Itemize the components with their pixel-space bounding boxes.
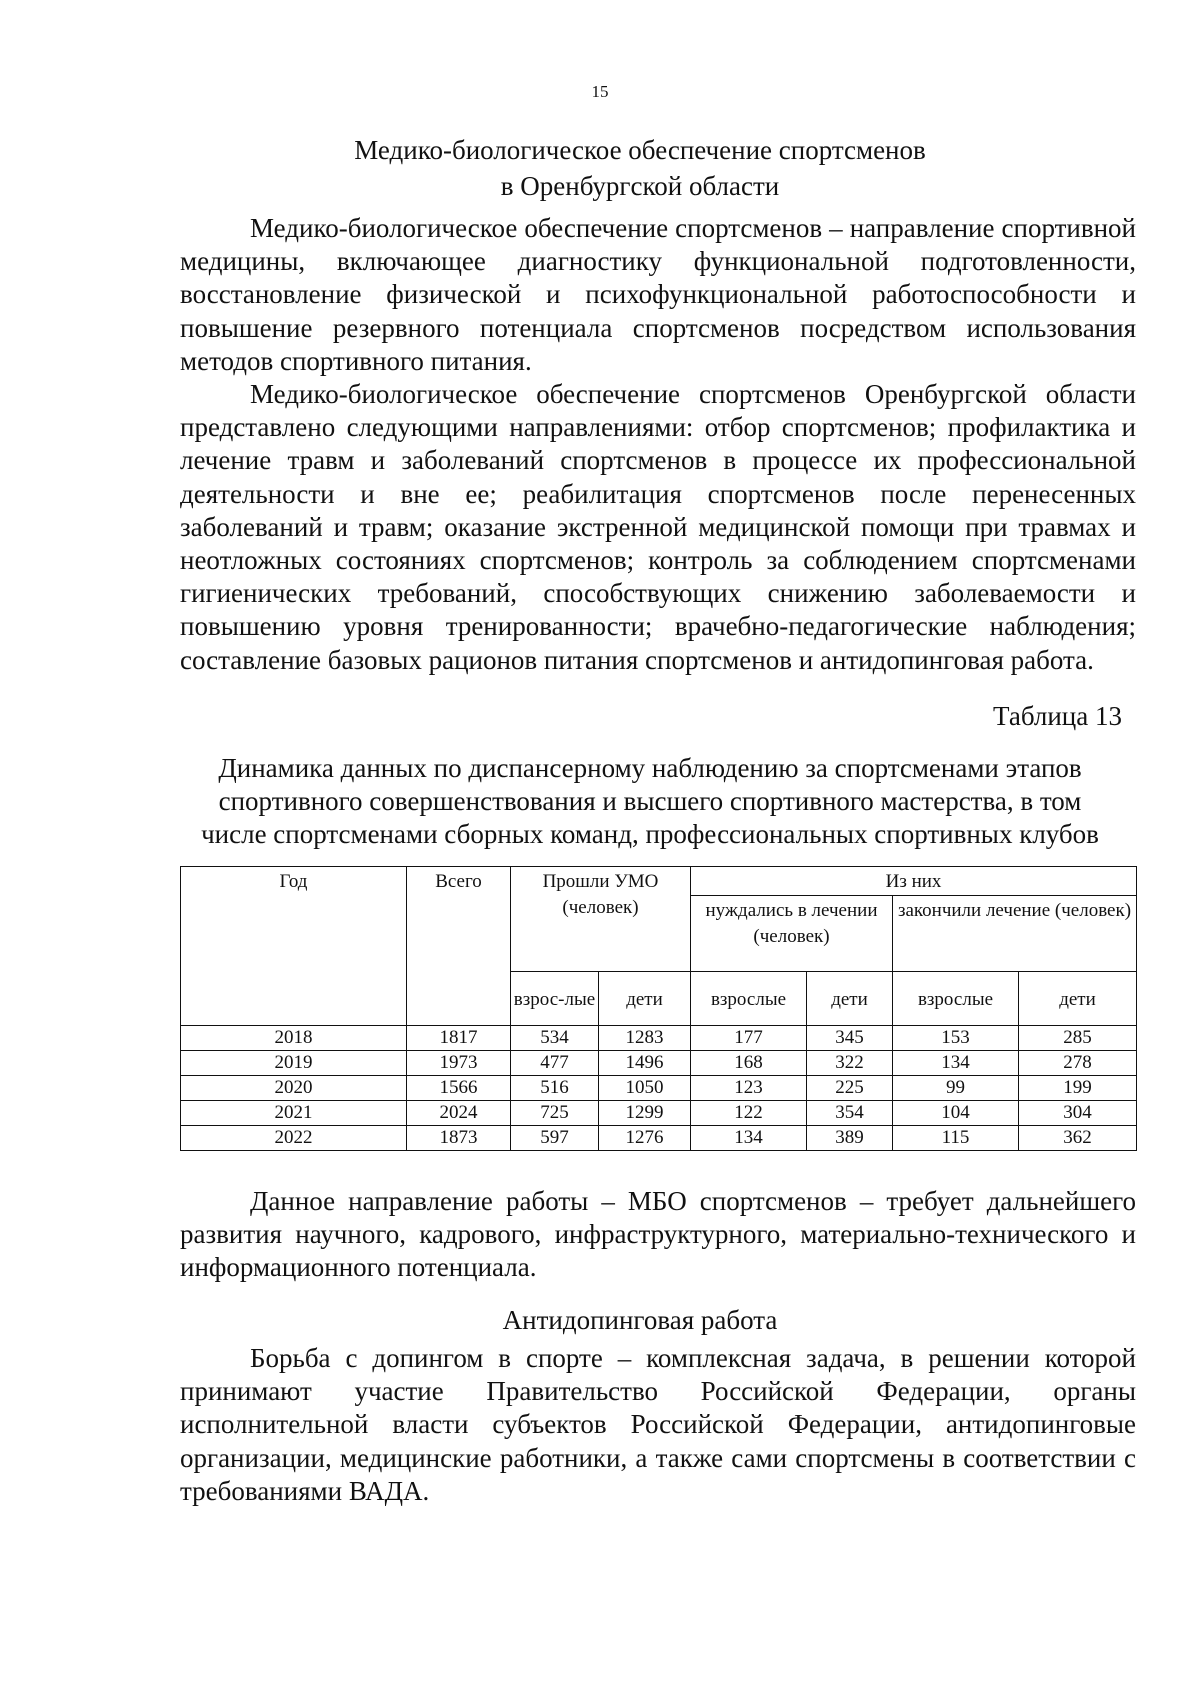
header-finished-treatment: закончили лечение (человек) (893, 896, 1137, 972)
cell-umo-adults: 597 (511, 1126, 599, 1151)
table-label: Таблица 13 (993, 701, 1122, 731)
cell-year: 2022 (181, 1126, 407, 1151)
cell-needed-adults: 134 (691, 1126, 807, 1151)
cell-needed-adults: 122 (691, 1101, 807, 1126)
table-caption-line: Динамика данных по диспансерному наблюдению за спортсменами этапов (218, 753, 1082, 783)
cell-year: 2021 (181, 1101, 407, 1126)
header-children: дети (599, 972, 691, 1026)
cell-total: 2024 (407, 1101, 511, 1126)
page-number: 15 (591, 82, 609, 101)
paragraph: Медико-биологическое обеспечение спортсменов – направление спортивной медицины, включающее диагностику функциональной подготовленности, восстановление физической и психофункциональной работоспособности и повышение резервного потенциала спортсменов посредством использования методов спортивного питания. (180, 213, 1136, 376)
cell-umo-children: 1050 (599, 1076, 691, 1101)
header-children: дети (1019, 972, 1137, 1026)
table-row (181, 1051, 1137, 1076)
header-year: Год (181, 867, 407, 1026)
dispensary-observation-table (180, 866, 1137, 1151)
table-row (181, 1076, 1137, 1101)
cell-needed-adults: 177 (691, 1026, 807, 1051)
cell-finished-adults: 115 (893, 1126, 1019, 1151)
cell-umo-children: 1299 (599, 1101, 691, 1126)
medical-support-text (180, 212, 1136, 677)
cell-umo-adults: 534 (511, 1026, 599, 1051)
cell-total: 1973 (407, 1051, 511, 1076)
header-adults: взрослые (893, 972, 1019, 1026)
paragraph: Медико-биологическое обеспечение спортсменов Оренбургской области представлено следующими направлениями: отбор спортсменов; профилактика и лечение травм и заболеваний спортсменов в процессе их профессиональной деятельности и вне ее; реабилитация спортсменов после перенесенных заболеваний и травм; оказание экстренной медицинской помощи при травмах и неотложных состояниях спортсменов; контроль за соблюдением спортсменами гигиенических требований, способствующих снижению заболеваемости и повышению уровня тренированности; врачебно-педагогические наблюдения; составление базовых рационов питания спортсменов и антидопинговая работа. (180, 379, 1136, 675)
cell-finished-adults: 99 (893, 1076, 1019, 1101)
cell-finished-children: 285 (1019, 1026, 1137, 1051)
cell-total: 1566 (407, 1076, 511, 1101)
cell-finished-children: 278 (1019, 1051, 1137, 1076)
cell-total: 1817 (407, 1026, 511, 1051)
cell-needed-adults: 168 (691, 1051, 807, 1076)
cell-finished-adults: 153 (893, 1026, 1019, 1051)
paragraph: Данное направление работы – МБО спортсменов – требует дальнейшего развития научного, кадрового, инфраструктурного, материально-технического и информационного потенциала. (180, 1186, 1136, 1283)
cell-umo-children: 1283 (599, 1026, 691, 1051)
section-title-antidoping: Антидопинговая работа (502, 1305, 778, 1335)
section-title-line: в Оренбургской области (500, 171, 780, 201)
cell-umo-children: 1276 (599, 1126, 691, 1151)
cell-umo-children: 1496 (599, 1051, 691, 1076)
table-caption-line: спортивного совершенствования и высшего спортивного мастерства, в том (218, 786, 1082, 816)
cell-finished-children: 199 (1019, 1076, 1137, 1101)
cell-umo-adults: 516 (511, 1076, 599, 1101)
header-adults: взрос-лые (511, 972, 599, 1026)
header-total: Всего (407, 867, 511, 1026)
cell-umo-adults: 477 (511, 1051, 599, 1076)
table-row (181, 1126, 1137, 1151)
cell-total: 1873 (407, 1126, 511, 1151)
cell-year: 2019 (181, 1051, 407, 1076)
header-children: дети (807, 972, 893, 1026)
header-needed-treatment: нуждались в лечении (человек) (691, 896, 893, 972)
cell-year: 2018 (181, 1026, 407, 1051)
cell-finished-children: 362 (1019, 1126, 1137, 1151)
table-caption-line: числе спортсменами сборных команд, профессиональных спортивных клубов (201, 819, 1099, 849)
cell-finished-adults: 104 (893, 1101, 1019, 1126)
header-adults: взрослые (691, 972, 807, 1026)
table-caption (170, 752, 1130, 851)
table-row (181, 1026, 1137, 1051)
cell-needed-adults: 123 (691, 1076, 807, 1101)
paragraph: Борьба с допингом в спорте – комплексная задача, в решении которой принимают участие Правительство Российской Федерации, органы исполнительной власти субъектов Российской Федерации, антидопинговые организации, медицинские работники, а также сами спортсмены в соответствии с требованиями ВАДА. (180, 1343, 1136, 1506)
cell-needed-children: 345 (807, 1026, 893, 1051)
cell-needed-children: 389 (807, 1126, 893, 1151)
cell-year: 2020 (181, 1076, 407, 1101)
cell-needed-children: 322 (807, 1051, 893, 1076)
cell-finished-adults: 134 (893, 1051, 1019, 1076)
cell-needed-children: 354 (807, 1101, 893, 1126)
header-passed-umo: Прошли УМО (человек) (511, 867, 691, 972)
cell-umo-adults: 725 (511, 1101, 599, 1126)
antidoping-text (180, 1342, 1136, 1508)
cell-needed-children: 225 (807, 1076, 893, 1101)
section-title-medical (160, 132, 1120, 204)
cell-finished-children: 304 (1019, 1101, 1137, 1126)
mbo-development-text (180, 1185, 1136, 1285)
header-of-them: Из них (691, 867, 1137, 896)
section-title-line: Медико-биологическое обеспечение спортсменов (354, 135, 926, 165)
table-row (181, 1101, 1137, 1126)
